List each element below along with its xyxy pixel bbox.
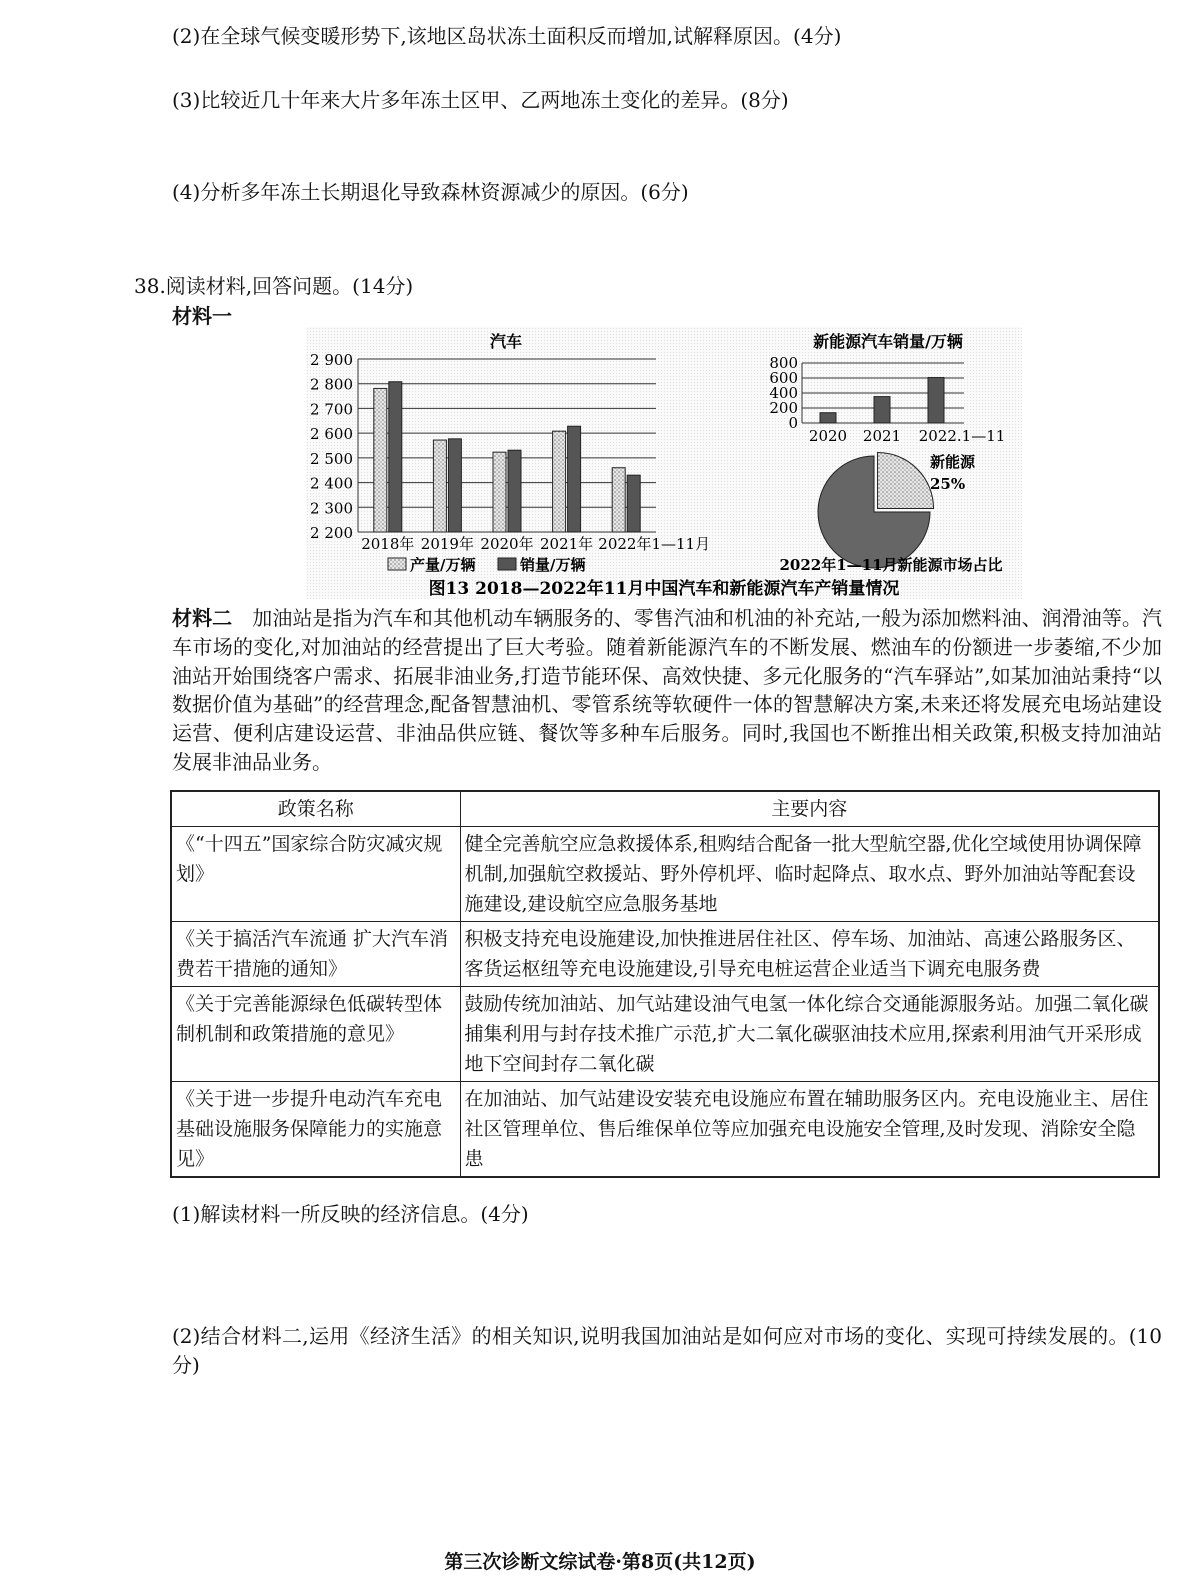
figure-13 [306, 327, 1022, 599]
y-tick-label: 2 700 [310, 400, 353, 419]
figure-caption: 图13 2018—2022年11月中国汽车和新能源汽车产销量情况 [428, 579, 900, 599]
policy-name-cell: 《“十四五”国家综合防灾减灾规划》 [171, 827, 460, 922]
policy-content-cell: 健全完善航空应急救援体系,租购结合配备一批大型航空器,优化空域使用协调保障机制,加强航空救援站、野外停机坪、临时起降点、取水点、野外加油站等配套设施建设,建设航空应急服务基地 [460, 827, 1159, 922]
table-row [171, 827, 1159, 922]
policy-table [170, 790, 1160, 1178]
legend-swatch [388, 558, 406, 570]
bar [448, 439, 461, 532]
policy-name-cell: 《关于搞活汽车流通 扩大汽车消费若干措施的通知》 [171, 922, 460, 987]
x-tick-label: 2020 [808, 427, 848, 445]
y-tick-label: 2 600 [310, 425, 353, 444]
pie-slice-value-label: 25% [930, 475, 966, 493]
material-1-label: 材料一 [172, 304, 232, 328]
pie-title: 2022年1—11月新能源市场占比 [779, 556, 1003, 574]
policy-name-cell: 《关于完善能源绿色低碳转型体制机制和政策措施的意见》 [171, 987, 460, 1082]
y-tick-label: 2 200 [310, 524, 353, 542]
sub-question-1: (1)解读材料一所反映的经济信息。(4分) [172, 1202, 529, 1226]
y-tick-label: 2 800 [310, 375, 353, 394]
question-3: (3)比较近几十年来大片多年冻土区甲、乙两地冻土变化的差异。(8分) [172, 88, 789, 112]
page-footer: 第三次诊断文综试卷·第8页(共12页) [444, 1551, 756, 1573]
figure-13-svg [306, 327, 1022, 599]
question-4: (4)分析多年冻土长期退化导致森林资源减少的原因。(6分) [172, 180, 689, 204]
table-row [171, 987, 1159, 1082]
legend-label: 产量/万辆 [410, 556, 476, 574]
y-tick-label: 2 900 [310, 351, 353, 369]
bar [374, 388, 387, 532]
x-tick-label: 2021 [862, 427, 902, 445]
sub-question-2: (2)结合材料二,运用《经济生活》的相关知识,说明我国加油站是如何应对市场的变化、实现可持续发展的。(10分) [172, 1324, 1162, 1377]
bar [433, 440, 446, 532]
bar [612, 468, 625, 532]
bar [874, 397, 890, 423]
bar [493, 452, 506, 532]
policy-table-header [171, 791, 1159, 827]
material-2-text: 加油站是指为汽车和其他机动车辆服务的、零售汽油和机油的补充站,一般为添加燃料油、润滑油等。汽车市场的变化,对加油站的经营提出了巨大考验。随着新能源汽车的不断发展、燃油车的份额进一步萎缩,不少加油站开始围绕客户需求、拓展非油业务,打造节能环保、高效快捷、多元化服务的“汽车驿站”,如某加油站秉持“以数据价值为基础”的经营理念,配备智慧油机、零管系统等软硬件一体的智慧解决方案,未来还将发展充电场站建设运营、便利店建设运营、非油品供应链、餐饮等多种车后服务。同时,我国也不断推出相关政策,积极支持加油站发展非油品业务。 [172, 606, 1163, 774]
header-main-content: 主要内容 [460, 791, 1159, 827]
question-38-heading: 38.阅读材料,回答问题。(14分) [134, 274, 414, 298]
legend-swatch [498, 558, 516, 570]
y-tick-label: 2 400 [310, 474, 353, 493]
chart-title: 新能源汽车销量/万辆 [813, 332, 963, 351]
x-tick-label: 2021年 [540, 535, 594, 553]
table-row [171, 1082, 1159, 1178]
policy-content-cell: 在加油站、加气站建设安装充电设施应布置在辅助服务区内。充电设施业主、居住社区管理单位、售后维保单位等应加强充电设施安全管理,及时发现、消除安全隐患 [460, 1082, 1159, 1178]
x-tick-label: 2022.1—11 [918, 427, 1006, 445]
material-2-label: 材料二 [172, 606, 233, 630]
policy-name-cell: 《关于进一步提升电动汽车充电基础设施服务保障能力的实施意见》 [171, 1082, 460, 1178]
y-tick-label: 200 [769, 399, 798, 417]
question-2: (2)在全球气候变暖形势下,该地区岛状冻土面积反而增加,试解释原因。(4分) [172, 24, 842, 48]
policy-content-cell: 鼓励传统加油站、加气站建设油气电氢一体化综合交通能源服务站。加强二氧化碳捕集利用与封存技术推广示范,扩大二氧化碳驱油技术应用,探索利用油气开采形成地下空间封存二氧化碳 [460, 987, 1159, 1082]
y-tick-label: 400 [769, 384, 798, 402]
bar [553, 431, 566, 532]
y-tick-label: 600 [769, 369, 798, 387]
bar [820, 413, 836, 423]
chart-title: 汽车 [489, 332, 523, 351]
legend-label: 销量/万辆 [520, 556, 586, 574]
bar [389, 382, 402, 532]
table-row [171, 922, 1159, 987]
bar [508, 450, 521, 532]
y-tick-label: 0 [788, 414, 798, 432]
y-tick-label: 800 [769, 354, 798, 372]
pie-slice-label: 新能源 [930, 453, 976, 471]
x-tick-label: 2022年1—11月 [598, 535, 711, 553]
x-tick-label: 2018年 [361, 535, 415, 553]
header-policy-name: 政策名称 [171, 791, 460, 827]
material-2 [172, 604, 1162, 777]
y-tick-label: 2 300 [310, 499, 353, 518]
bar [568, 426, 581, 532]
policy-content-cell: 积极支持充电设施建设,加快推进居住社区、停车场、加油站、高速公路服务区、客货运枢纽等充电设施建设,引导充电桩运营企业适当下调充电服务费 [460, 922, 1159, 987]
y-tick-label: 2 500 [310, 449, 353, 468]
x-tick-label: 2019年 [420, 535, 474, 553]
x-tick-label: 2020年 [480, 535, 534, 553]
bar [627, 475, 640, 532]
bar [928, 378, 944, 423]
